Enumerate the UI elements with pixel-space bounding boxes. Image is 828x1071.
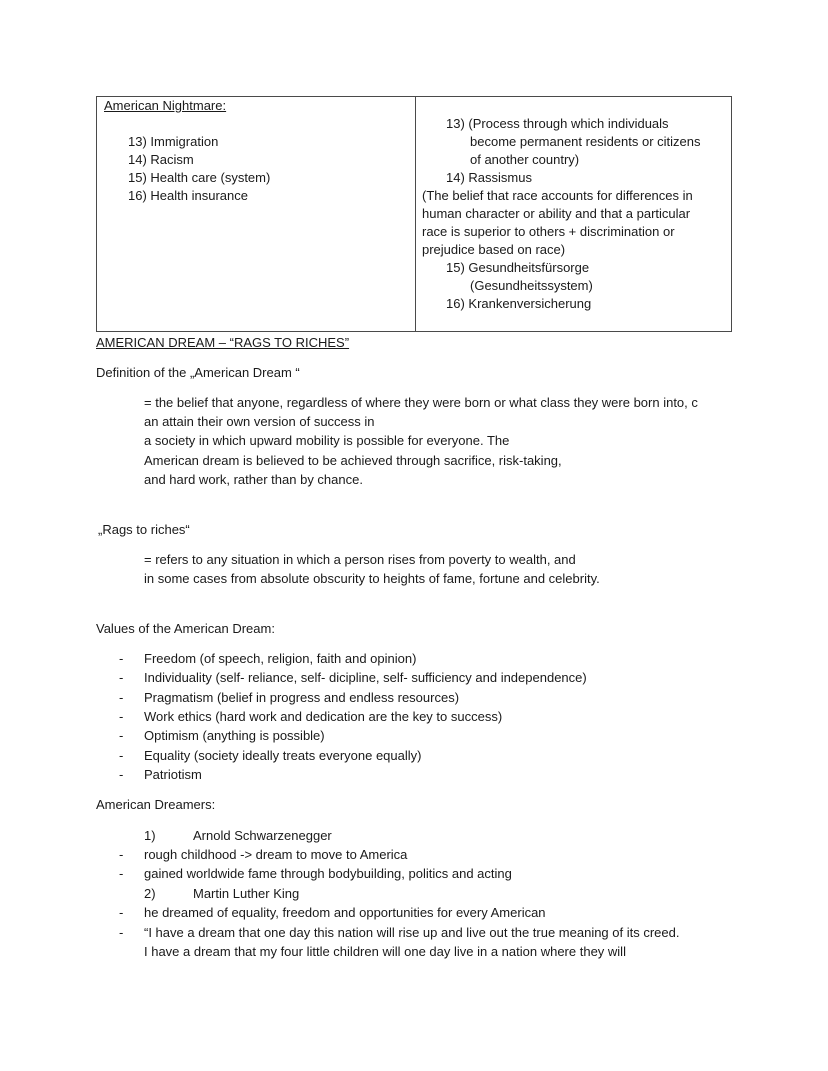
section-title: AMERICAN DREAM – “RAGS TO RICHES” [96,335,350,350]
definition-line: a society in which upward mobility is possible for everyone. The [144,433,510,448]
right-line: 16) Krankenversicherung [446,296,592,311]
value-item: Work ethics (hard work and dedication are the key to success) [144,709,503,724]
table-divider [415,97,416,331]
dreamer-point: he dreamed of equality, freedom and opportunities for every American [144,905,546,920]
definition-line: and hard work, rather than by chance. [144,472,363,487]
left-item: 15) Health care (system) [128,170,271,185]
quote-continuation: I have a dream that my four little children will one day live in a nation where they will [144,944,626,959]
bullet-dash: - [119,670,124,685]
bullet-dash: - [119,866,124,881]
bullet-dash: - [119,709,124,724]
definition-line: an attain their own version of success in [144,414,375,429]
dreamer-name: Martin Luther King [193,886,300,901]
dreamer-point: gained worldwide fame through bodybuilding, politics and acting [144,866,512,881]
right-line: 15) Gesundheitsfürsorge [446,260,590,275]
right-line: prejudice based on race) [422,242,566,257]
bullet-dash: - [119,847,124,862]
bullet-dash: - [119,651,124,666]
right-line: become permanent residents or citizens [470,134,701,149]
dreamers-heading: American Dreamers: [96,797,216,812]
values-heading: Values of the American Dream: [96,621,275,636]
dreamer-name: Arnold Schwarzenegger [193,828,332,843]
rags-heading: „Rags to riches“ [98,522,190,537]
definition-line: = the belief that anyone, regardless of where they were born or what class they were born into, c [144,395,698,410]
left-item: 14) Racism [128,152,194,167]
dreamer-point: rough childhood -> dream to move to America [144,847,408,862]
left-item: 16) Health insurance [128,188,248,203]
dreamer-number: 2) [144,886,156,901]
right-line: human character or ability and that a particular [422,206,691,221]
definition-line: American dream is believed to be achieved through sacrifice, risk-taking, [144,453,562,468]
rags-line: = refers to any situation in which a person rises from poverty to wealth, and [144,552,576,567]
bullet-dash: - [119,767,124,782]
right-line: (The belief that race accounts for differences in [422,188,693,203]
dreamer-number: 1) [144,828,156,843]
value-item: Patriotism [144,767,202,782]
value-item: Equality (society ideally treats everyone equally) [144,748,422,763]
bullet-dash: - [119,690,124,705]
dreamer-point: “I have a dream that one day this nation will rise up and live out the true meaning of its creed. [144,925,680,940]
right-line: (Gesundheitssystem) [470,278,593,293]
value-item: Optimism (anything is possible) [144,728,325,743]
bullet-dash: - [119,925,124,940]
left-item: 13) Immigration [128,134,219,149]
rags-line: in some cases from absolute obscurity to heights of fame, fortune and celebrity. [144,571,600,586]
right-line: of another country) [470,152,580,167]
value-item: Individuality (self- reliance, self- dicipline, self- sufficiency and independence) [144,670,587,685]
definition-heading: Definition of the „American Dream “ [96,365,300,380]
value-item: Pragmatism (belief in progress and endless resources) [144,690,460,705]
bullet-dash: - [119,905,124,920]
right-line: race is superior to others + discrimination or [422,224,675,239]
bullet-dash: - [119,748,124,763]
table-left-title: American Nightmare: [104,98,227,113]
right-line: 13) (Process through which individuals [446,116,669,131]
bullet-dash: - [119,728,124,743]
right-line: 14) Rassismus [446,170,532,185]
value-item: Freedom (of speech, religion, faith and opinion) [144,651,417,666]
